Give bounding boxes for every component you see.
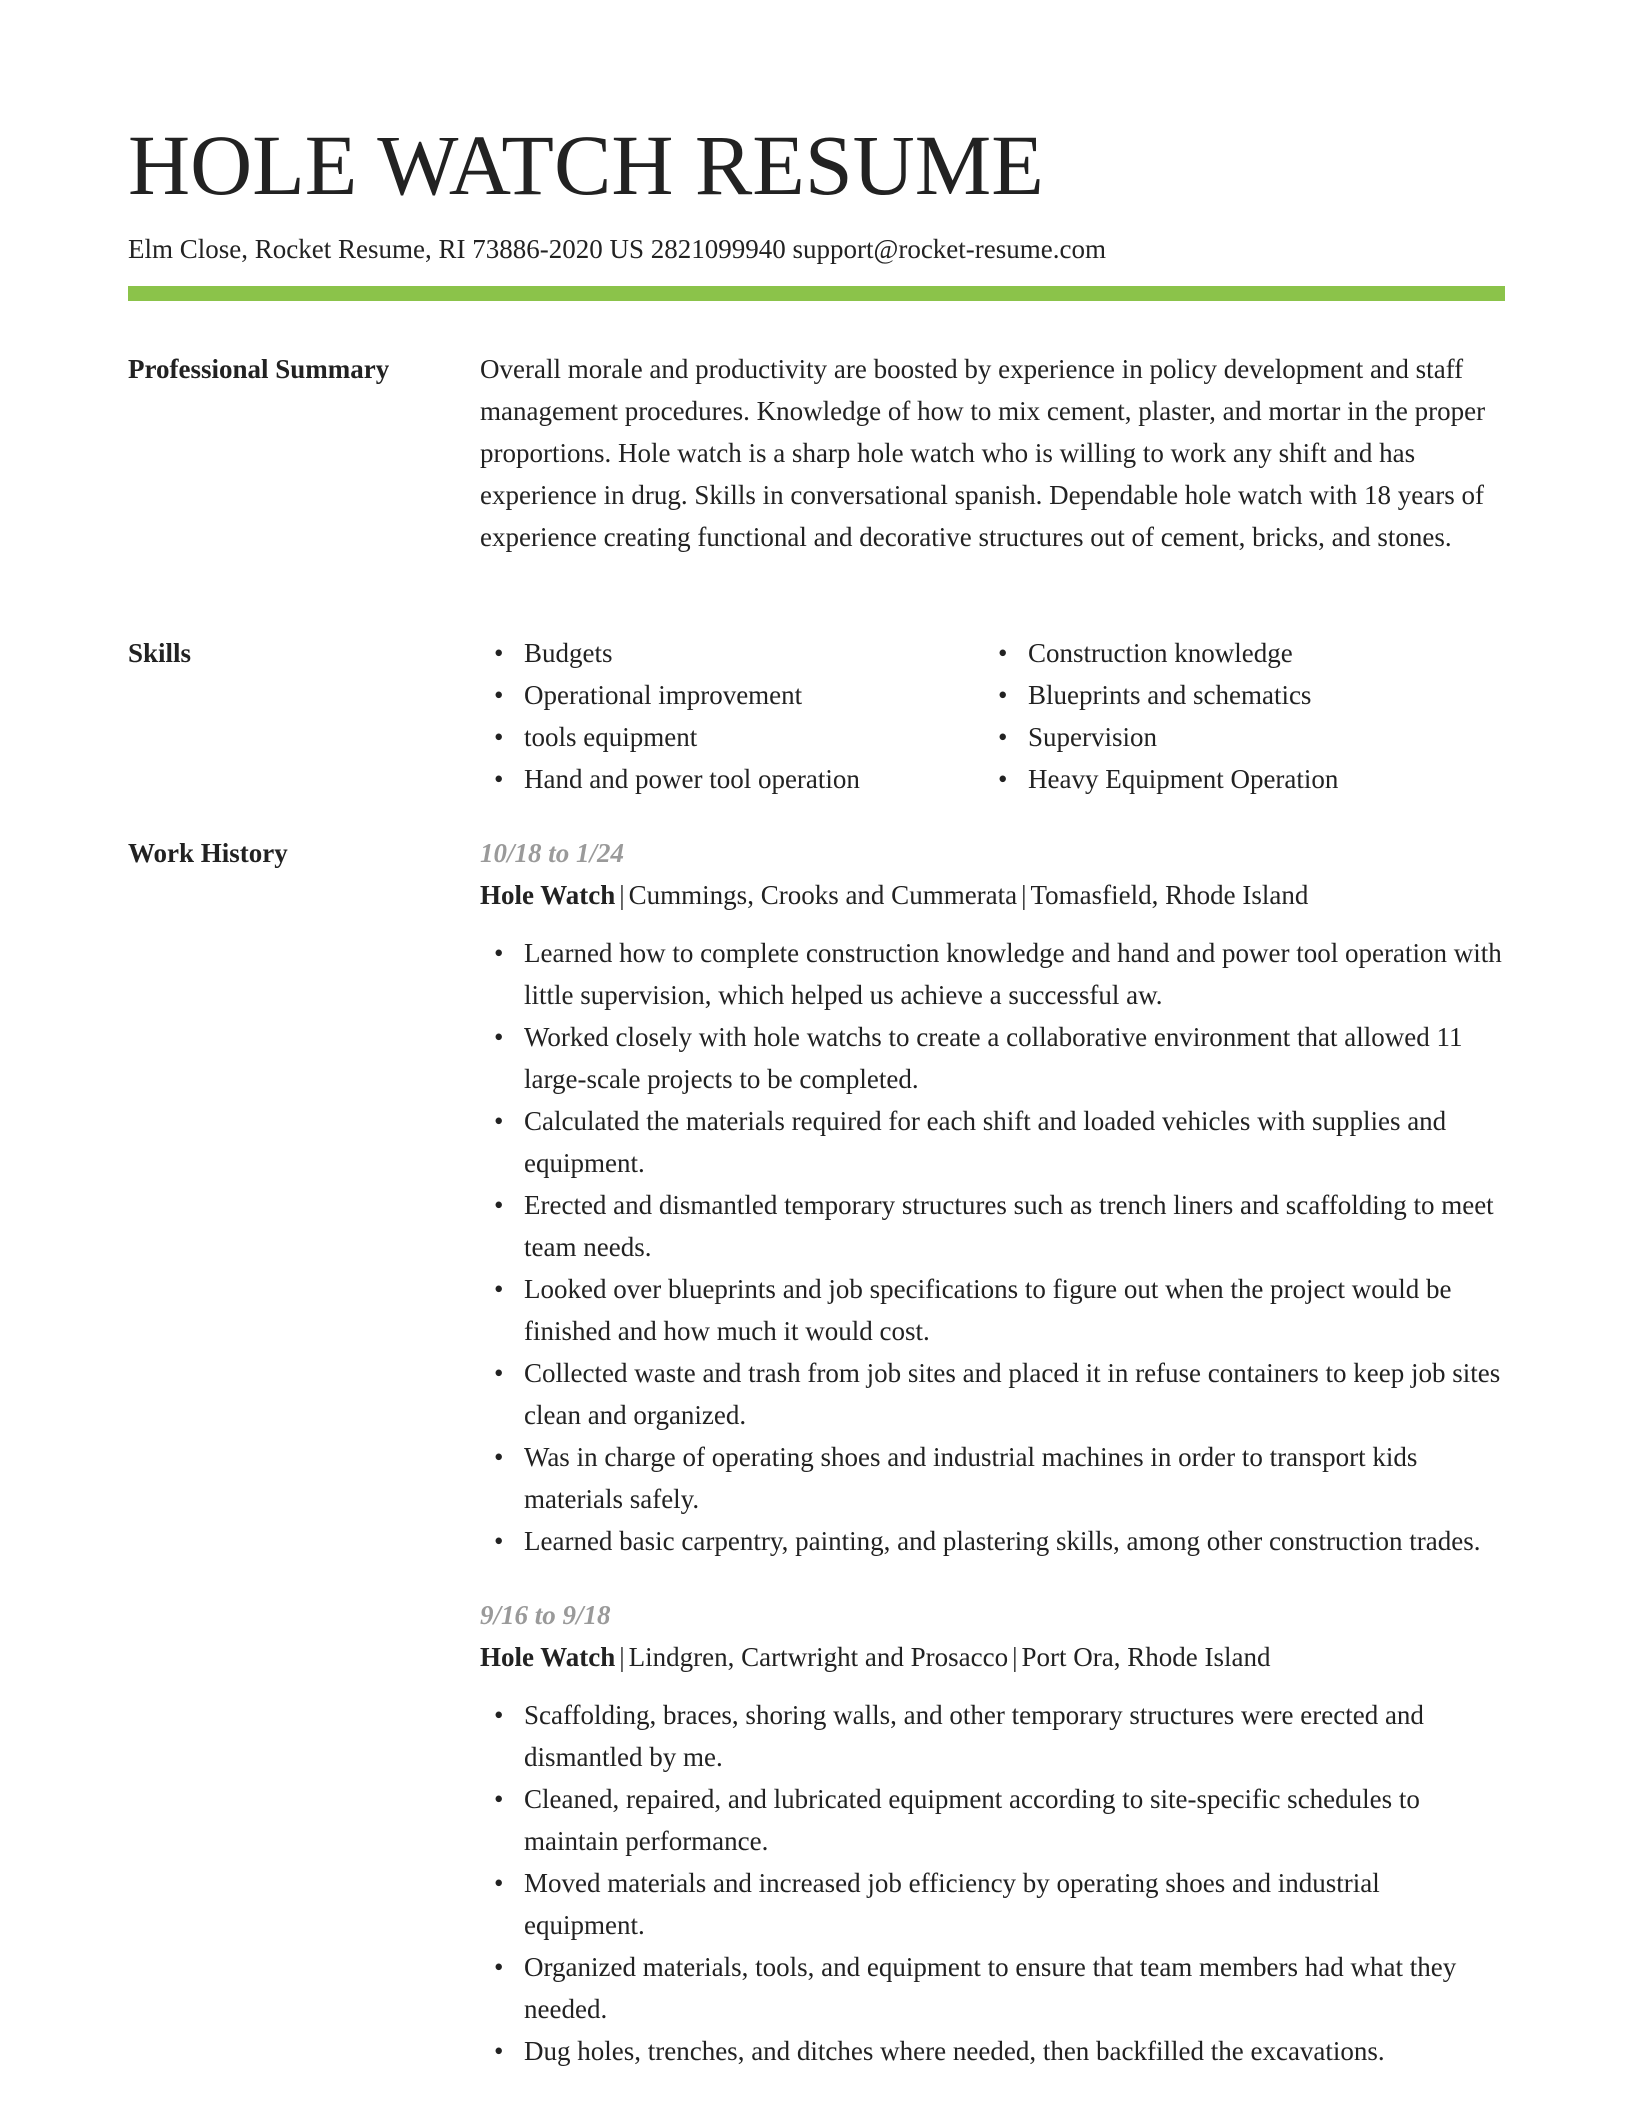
list-item: [480, 1946, 1505, 2030]
list-item-text: Worked closely with hole watchs to create a collaborative environment that allowed 11 large-scale projects to be completed.: [524, 1022, 1463, 1094]
bullet-icon: •: [494, 680, 504, 710]
job-location: Tomasfield, Rhode Island: [1030, 880, 1309, 910]
separator: |: [619, 1642, 625, 1672]
skills-body: [480, 632, 1505, 800]
list-item: [480, 758, 984, 800]
job-header: [480, 1636, 1505, 1678]
job-bullets: [480, 932, 1505, 1562]
bullet-icon: •: [494, 722, 504, 752]
skills-column-right: [984, 632, 1488, 800]
list-item: [480, 1520, 1505, 1562]
summary-label: Professional Summary: [128, 354, 390, 384]
job-header: [480, 874, 1505, 916]
skills-columns: [480, 632, 1505, 800]
list-item: [984, 758, 1488, 800]
bullet-icon: •: [494, 1274, 504, 1304]
list-item: [480, 1100, 1505, 1184]
job-bullets: [480, 1694, 1505, 2072]
bullet-icon: •: [494, 1700, 504, 1730]
list-item: [480, 1862, 1505, 1946]
job-company: Cummings, Crooks and Cummerata: [628, 880, 1018, 910]
bullet-icon: •: [494, 764, 504, 794]
bullet-icon: •: [494, 638, 504, 668]
bullet-icon: •: [494, 2036, 504, 2066]
bullet-icon: •: [494, 1442, 504, 1472]
bullet-icon: •: [494, 1526, 504, 1556]
list-item: [480, 1436, 1505, 1520]
separator: |: [1021, 880, 1027, 910]
list-item-text: Construction knowledge: [1028, 638, 1293, 668]
list-item: [480, 1184, 1505, 1268]
job-company: Lindgren, Cartwright and Prosacco: [628, 1642, 1009, 1672]
job-dates: 10/18 to 1/24: [480, 838, 625, 868]
bullet-icon: •: [998, 638, 1008, 668]
list-item-text: Operational improvement: [524, 680, 803, 710]
contact-line: Elm Close, Rocket Resume, RI 73886-2020 US 2821099940 support@rocket-resume.com: [128, 234, 1106, 264]
list-item-text: Collected waste and trash from job sites and placed it in refuse containers to keep job sites clean and organized.: [524, 1358, 1501, 1430]
list-item: [480, 2030, 1505, 2072]
list-item-text: Heavy Equipment Operation: [1028, 764, 1339, 794]
list-item-text: Moved materials and increased job efficiency by operating shoes and industrial equipment.: [524, 1868, 1380, 1940]
list-item: [480, 1694, 1505, 1778]
list-item: [480, 1268, 1505, 1352]
list-item-text: Was in charge of operating shoes and industrial machines in order to transport kids materials safely.: [524, 1442, 1418, 1514]
list-item: [480, 632, 984, 674]
list-item-text: Scaffolding, braces, shoring walls, and other temporary structures were erected and dismantled by me.: [524, 1700, 1424, 1772]
list-item-text: Dug holes, trenches, and ditches where needed, then backfilled the excavations.: [524, 2036, 1385, 2066]
bullet-icon: •: [998, 764, 1008, 794]
list-item-text: Cleaned, repaired, and lubricated equipment according to site-specific schedules to maintain performance.: [524, 1784, 1420, 1856]
list-item: [480, 1778, 1505, 1862]
job-dates: 9/16 to 9/18: [480, 1600, 611, 1630]
resume-title: HOLE WATCH RESUME: [128, 117, 1044, 213]
bullet-icon: •: [494, 1358, 504, 1388]
list-item: [480, 1352, 1505, 1436]
job-location: Port Ora, Rhode Island: [1021, 1642, 1271, 1672]
list-item-text: tools equipment: [524, 722, 698, 752]
list-item-text: Learned basic carpentry, painting, and plastering skills, among other construction trades.: [524, 1526, 1481, 1556]
list-item-text: Supervision: [1028, 722, 1158, 752]
bullet-icon: •: [998, 722, 1008, 752]
list-item: [480, 1016, 1505, 1100]
work-history-label: Work History: [128, 838, 288, 868]
bullet-icon: •: [494, 1190, 504, 1220]
list-item: [480, 932, 1505, 1016]
list-item: [480, 674, 984, 716]
work-history-body: [480, 832, 1505, 2072]
separator: |: [619, 880, 625, 910]
list-item-text: Hand and power tool operation: [524, 764, 860, 794]
bullet-icon: •: [494, 938, 504, 968]
list-item-text: Budgets: [524, 638, 613, 668]
list-item-text: Learned how to complete construction knowledge and hand and power tool operation with little supervision, which helped us achieve a successful aw.: [524, 938, 1502, 1010]
list-item: [984, 674, 1488, 716]
bullet-icon: •: [494, 1022, 504, 1052]
bullet-icon: •: [494, 1106, 504, 1136]
list-item-text: Organized materials, tools, and equipment to ensure that team members had what they needed.: [524, 1952, 1457, 2024]
summary-body: [480, 348, 1505, 558]
job-title: Hole Watch: [480, 1642, 616, 1672]
accent-divider: [128, 286, 1505, 301]
list-item: [984, 632, 1488, 674]
skills-label: Skills: [128, 638, 192, 668]
job-entry: [480, 1594, 1505, 2072]
bullet-icon: •: [998, 680, 1008, 710]
summary-text: Overall morale and productivity are boosted by experience in policy development and staff management procedures. Knowledge of how to mix cement, plaster, and mortar in the proper proportions. Hole watch is a sharp hole watch who is willing to work any shift and has experience in drug. Skills in conversational spanish. Dependable hole watch with 18 years of experience creating functional and decorative structures out of cement, bricks, and stones.: [480, 354, 1486, 552]
list-item-text: Blueprints and schematics: [1028, 680, 1312, 710]
bullet-icon: •: [494, 1952, 504, 1982]
list-item-text: Erected and dismantled temporary structures such as trench liners and scaffolding to meet team needs.: [524, 1190, 1494, 1262]
list-item-text: Looked over blueprints and job specifications to figure out when the project would be finished and how much it would cost.: [524, 1274, 1452, 1346]
separator: |: [1012, 1642, 1018, 1672]
bullet-icon: •: [494, 1784, 504, 1814]
skills-column-left: [480, 632, 984, 800]
bullet-icon: •: [494, 1868, 504, 1898]
job-entry: [480, 832, 1505, 1562]
job-title: Hole Watch: [480, 880, 616, 910]
list-item-text: Calculated the materials required for each shift and loaded vehicles with supplies and equipment.: [524, 1106, 1447, 1178]
list-item: [480, 716, 984, 758]
list-item: [984, 716, 1488, 758]
